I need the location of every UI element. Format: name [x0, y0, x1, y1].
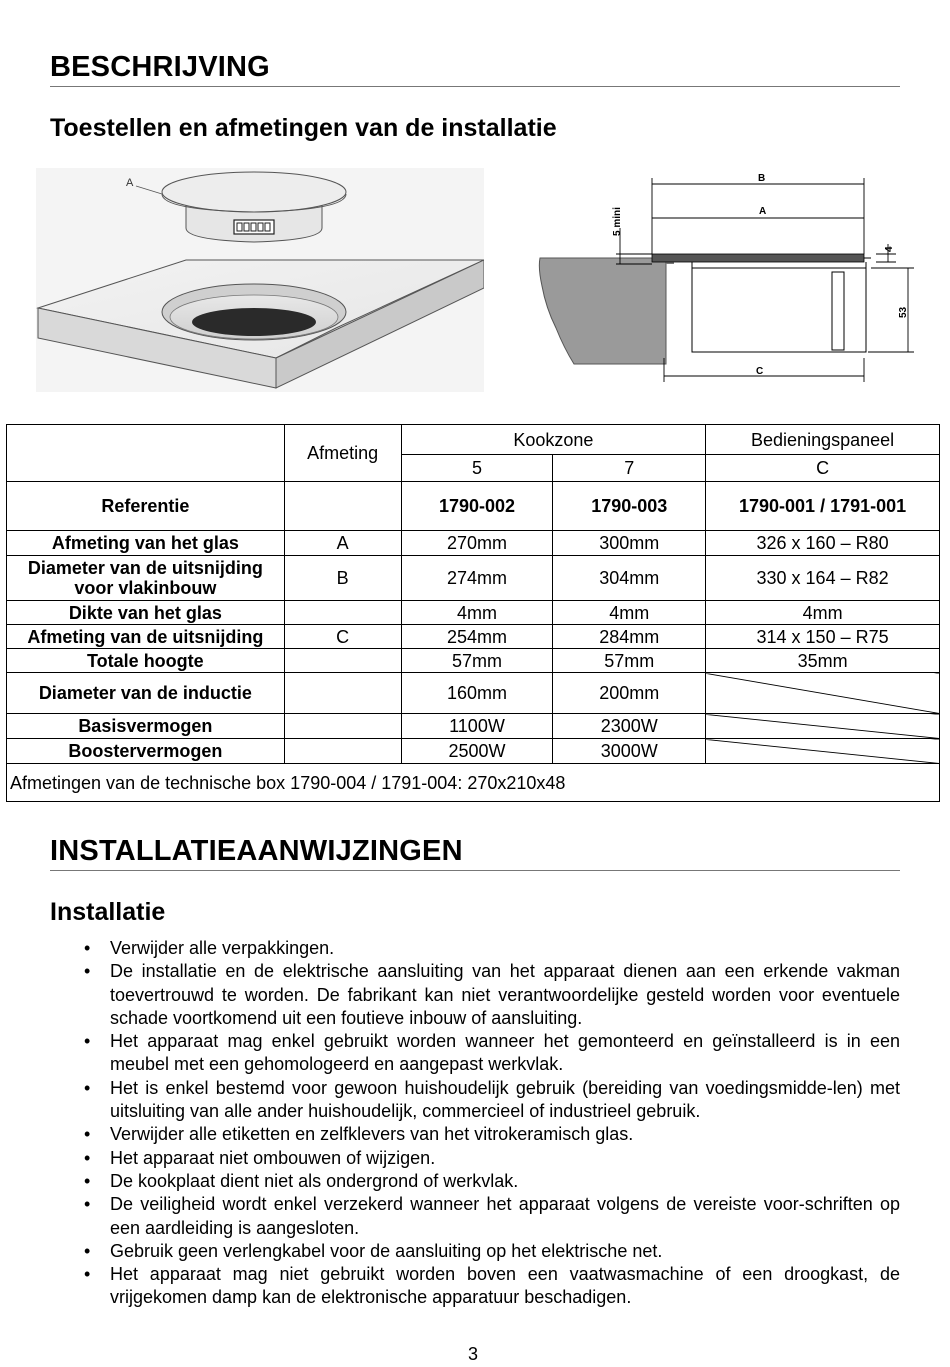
- bullet: •: [84, 1194, 91, 1215]
- label-b: B: [758, 173, 766, 184]
- bullet: •: [84, 938, 91, 958]
- row-label: Dikte van het glas: [7, 601, 285, 625]
- cell-zone-7: 3000W: [553, 739, 706, 764]
- row-label: Diameter van de inductie: [7, 673, 285, 714]
- row-code: [284, 714, 401, 739]
- bullet: •: [84, 1124, 91, 1145]
- installation-list: [84, 937, 900, 1310]
- cell-panel-c: 330 x 164 – R82: [706, 556, 940, 601]
- list-item: [84, 1123, 900, 1146]
- list-item-text: De veiligheid wordt enkel verzekerd wanneer het apparaat volgens de vereiste voor-schriften op een aardleiding is aangesloten.: [110, 1194, 900, 1238]
- list-item-text: Het apparaat mag enkel gebruikt worden wanneer het gemonteerd en geïnstalleerd is in een meubel met een gehomologeerd en aangepast werkvlak.: [110, 1031, 900, 1075]
- table-footnote: Afmetingen van de technische box 1790-004 / 1791-004: 270x210x48: [7, 764, 940, 802]
- list-item-text: De installatie en de elektrische aansluiting van het apparaat dienen aan een erkende vakman toevertrouwd te worden. De fabrikant kan niet verantwoordelijke gesteld worden voor eventuele schade voortkomend uit een foutieve inbouw of aansluiting.: [110, 961, 900, 1028]
- list-item: [84, 1193, 900, 1240]
- bullet: •: [84, 1077, 91, 1098]
- heading-description: BESCHRIJVING: [50, 48, 900, 87]
- list-item: [84, 937, 900, 960]
- cross-section-diagram: [516, 168, 930, 386]
- specification-table: [6, 424, 940, 802]
- table-row: [7, 531, 940, 556]
- cell-zone-5: 254mm: [401, 625, 553, 649]
- bullet: •: [84, 1264, 91, 1285]
- table-row: [7, 739, 940, 764]
- row-code: [284, 482, 401, 531]
- row-code: [284, 739, 401, 764]
- subheading-installation: Installatie: [50, 898, 166, 926]
- list-item-text: Verwijder alle verpakkingen.: [110, 938, 335, 958]
- table-row: [7, 625, 940, 649]
- heading-instructions: INSTALLATIEAANWIJZINGEN: [50, 832, 900, 871]
- header-c: C: [706, 455, 940, 482]
- header-empty-cell: [7, 425, 285, 482]
- cell-zone-7: 2300W: [553, 714, 706, 739]
- cell-zone-7: 1790-003: [553, 482, 706, 531]
- cell-panel-c-not-applicable: [706, 673, 940, 714]
- list-item: [84, 1170, 900, 1193]
- table-row: [7, 649, 940, 673]
- cell-panel-c: 1790-001 / 1791-001: [706, 482, 940, 531]
- cell-panel-c: 314 x 150 – R75: [706, 625, 940, 649]
- list-item: [84, 960, 900, 1030]
- cell-zone-5: 2500W: [401, 739, 553, 764]
- list-item-text: Het apparaat niet ombouwen of wijzigen.: [110, 1147, 436, 1168]
- cell-zone-5: 57mm: [401, 649, 553, 673]
- list-item-text: Het apparaat mag niet gebruikt worden boven een vaatwasmachine of een droogkast, de vrijgekomen damp kan de elektronische apparatuur beschadigen.: [110, 1264, 900, 1308]
- cell-zone-5: 270mm: [401, 531, 553, 556]
- cell-zone-7: 284mm: [553, 625, 706, 649]
- row-label: Boostervermogen: [7, 739, 285, 764]
- list-item: [84, 1263, 900, 1310]
- cell-panel-c: 326 x 160 – R80: [706, 531, 940, 556]
- row-code: B: [284, 556, 401, 601]
- list-item: [84, 1147, 900, 1170]
- label-a: A: [759, 206, 767, 217]
- cell-zone-5: 274mm: [401, 556, 553, 601]
- list-item-text: Verwijder alle etiketten en zelfklevers van het vitrokeramisch glas.: [110, 1124, 634, 1145]
- bullet: •: [84, 1240, 91, 1261]
- list-item: [84, 1240, 900, 1263]
- cell-zone-7: 4mm: [553, 601, 706, 625]
- cell-panel-c-not-applicable: [706, 739, 940, 764]
- row-code: [284, 673, 401, 714]
- cell-zone-5: 4mm: [401, 601, 553, 625]
- cell-zone-7: 200mm: [553, 673, 706, 714]
- bullet: •: [84, 1031, 91, 1052]
- header-5: 5: [401, 455, 553, 482]
- row-code: [284, 601, 401, 625]
- label-53: 53: [898, 306, 909, 318]
- label-4: 4: [884, 246, 895, 252]
- list-item-text: De kookplaat dient niet als ondergrond of werkvlak.: [110, 1170, 519, 1191]
- row-code: C: [284, 625, 401, 649]
- row-code: A: [284, 531, 401, 556]
- cell-zone-5: 160mm: [401, 673, 553, 714]
- table-row: [7, 601, 940, 625]
- label-5-mini: 5 mini: [612, 207, 623, 236]
- list-item: [84, 1077, 900, 1124]
- cell-panel-c-not-applicable: [706, 714, 940, 739]
- table-row: [7, 556, 940, 601]
- table-row: [7, 673, 940, 714]
- list-item-text: Gebruik geen verlengkabel voor de aansluiting op het elektrische net.: [110, 1240, 663, 1261]
- subheading-devices: Toestellen en afmetingen van de installatie: [50, 114, 557, 142]
- bullet: •: [84, 961, 91, 982]
- list-item-text: Het is enkel bestemd voor gewoon huishoudelijk gebruik (bereiding van voedingsmidde-len) met uitsluiting van alle ander huishoudelijk, commercieel of industrieel gebruik.: [110, 1077, 900, 1122]
- row-label: Diameter van de uitsnijding voor vlakinbouw: [7, 556, 285, 601]
- header-afmeting: Afmeting: [284, 425, 401, 482]
- cooktop-installation-illustration: [36, 168, 484, 392]
- row-label: Basisvermogen: [7, 714, 285, 739]
- cell-zone-7: 300mm: [553, 531, 706, 556]
- cell-zone-5: 1790-002: [401, 482, 553, 531]
- bullet: •: [84, 1147, 91, 1168]
- cell-zone-7: 304mm: [553, 556, 706, 601]
- row-label: Afmeting van de uitsnijding: [7, 625, 285, 649]
- row-code: [284, 649, 401, 673]
- row-label: Totale hoogte: [7, 649, 285, 673]
- row-label: Afmeting van het glas: [7, 531, 285, 556]
- page-number: 3: [468, 1344, 479, 1364]
- cell-panel-c: 4mm: [706, 601, 940, 625]
- header-7: 7: [553, 455, 706, 482]
- label-c: C: [756, 366, 764, 377]
- cell-zone-7: 57mm: [553, 649, 706, 673]
- table-row: [7, 714, 940, 739]
- cell-zone-5: 1100W: [401, 714, 553, 739]
- bullet: •: [84, 1170, 91, 1191]
- header-bedieningspaneel: Bedieningspaneel: [706, 425, 940, 455]
- header-kookzone: Kookzone: [401, 425, 706, 455]
- table-row: [7, 482, 940, 531]
- list-item: [84, 1030, 900, 1077]
- label-a: A: [126, 177, 134, 189]
- cell-panel-c: 35mm: [706, 649, 940, 673]
- row-label: Referentie: [7, 482, 285, 531]
